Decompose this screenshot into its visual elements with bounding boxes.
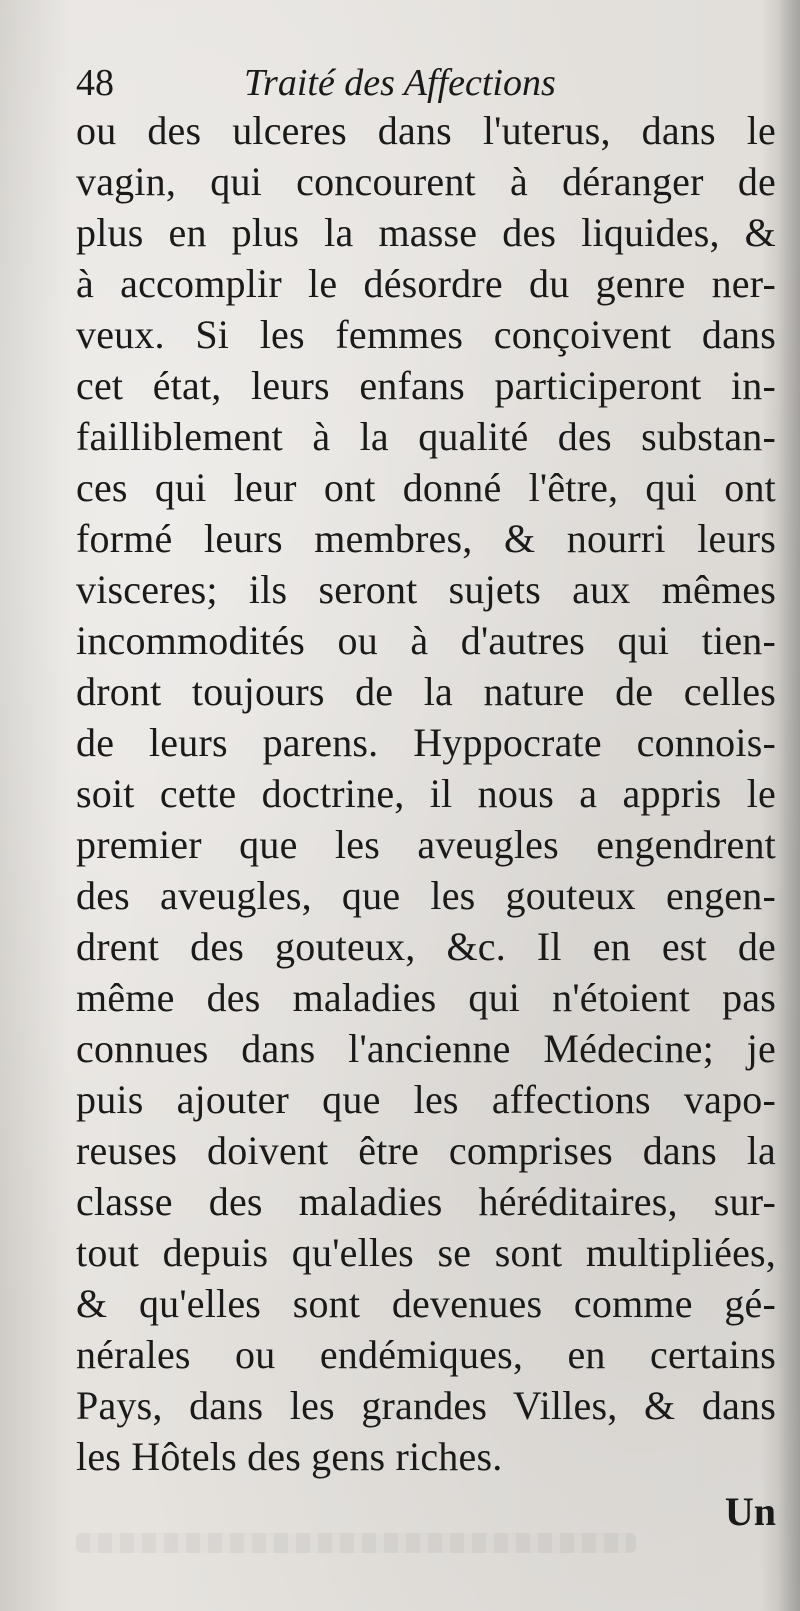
text-line: failliblement à la qualité des substan- — [76, 414, 776, 459]
text-line: puis ajouter que les affections vapo- — [76, 1077, 776, 1122]
catchword: Un — [724, 1489, 776, 1534]
body-text — [76, 105, 776, 1482]
page-number: 48 — [76, 62, 114, 104]
running-head: Traité des Affections — [244, 62, 556, 104]
text-line: incommodités ou à d'autres qui tien- — [76, 618, 776, 663]
text-line: cet état, leurs enfans participeront in- — [76, 363, 776, 408]
text-line: & qu'elles sont devenues comme gé- — [76, 1281, 776, 1326]
text-line: veux. Si les femmes conçoivent dans — [76, 312, 776, 357]
text-line: reuses doivent être comprises dans la — [76, 1128, 776, 1173]
text-line: dront toujours de la nature de celles — [76, 669, 776, 714]
text-line: ces qui leur ont donné l'être, qui ont — [76, 465, 776, 510]
text-line: premier que les aveugles engendrent — [76, 822, 776, 867]
text-line: connues dans l'ancienne Médecine; je — [76, 1026, 776, 1071]
text-line: soit cette doctrine, il nous a appris le — [76, 771, 776, 816]
text-line: formé leurs membres, & nourri leurs — [76, 516, 776, 561]
text-line: plus en plus la masse des liquides, & — [76, 210, 776, 255]
text-line: Pays, dans les grandes Villes, & dans — [76, 1383, 776, 1428]
text-line: drent des gouteux, &c. Il en est de — [76, 924, 776, 969]
text-line: nérales ou endémiques, en certains — [76, 1332, 776, 1377]
text-line: tout depuis qu'elles se sont multipliées, — [76, 1230, 776, 1275]
text-line: vagin, qui concourent à déranger de — [76, 159, 776, 204]
text-line: classe des maladies héréditaires, sur- — [76, 1179, 776, 1224]
text-line: visceres; ils seront sujets aux mêmes — [76, 567, 776, 612]
text-line: de leurs parens. Hyppocrate connois- — [76, 720, 776, 765]
text-line: à accomplir le désordre du genre ner- — [76, 261, 776, 306]
page-header — [76, 58, 676, 108]
text-line: même des maladies qui n'étoient pas — [76, 975, 776, 1020]
text-line: les Hôtels des gens riches. — [76, 1434, 503, 1479]
page-edge-shadow — [778, 0, 800, 1611]
text-line: des aveugles, que les gouteux engen- — [76, 873, 776, 918]
text-line: ou des ulceres dans l'uterus, dans le — [76, 108, 776, 153]
show-through-bleed — [76, 1533, 636, 1553]
